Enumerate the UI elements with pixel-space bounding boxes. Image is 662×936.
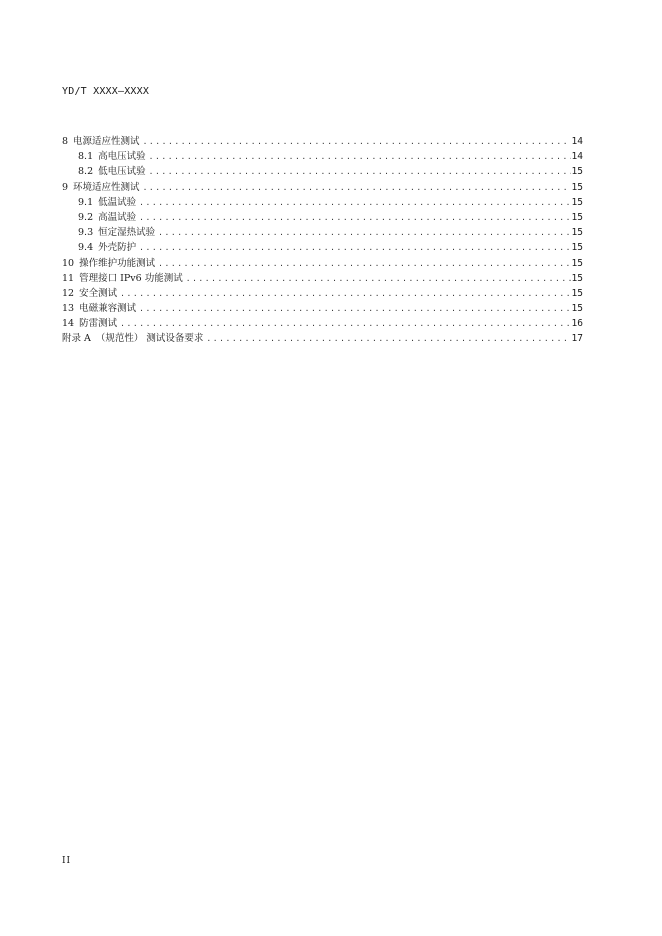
toc-entry-title: 低温试验: [98, 196, 137, 208]
toc-dot-leader: [139, 240, 570, 255]
toc-dot-leader: [206, 331, 570, 346]
toc-entry-9-3[interactable]: [62, 225, 583, 240]
toc-entry-number: 11: [62, 272, 75, 284]
toc-entry-title: 低电压试验: [98, 166, 146, 178]
toc-entry-10[interactable]: [62, 256, 583, 271]
toc-entry-number: 10: [62, 257, 75, 269]
document-code: YD/T XXXX—XXXX: [62, 86, 150, 97]
toc-entry-page: 15: [571, 257, 583, 269]
toc-dot-leader: [158, 225, 570, 240]
toc-entry-page: 14: [571, 136, 583, 147]
toc-entry-number: 13: [62, 303, 75, 315]
toc-entry-8[interactable]: [62, 134, 583, 149]
toc-entry-title: 环境适应性测试: [73, 181, 140, 193]
toc-entry-9-1[interactable]: [62, 195, 583, 210]
toc-entry-title: 恒定湿热试验: [98, 227, 156, 239]
toc-entry-number: 8.1: [78, 151, 94, 163]
toc-entry-number: 14: [62, 318, 75, 330]
toc-entry-page: 16: [571, 318, 583, 330]
toc-entry-title: 电源适应性测试: [73, 136, 140, 147]
toc-entry-title: （规范性） 测试设备要求: [95, 333, 204, 345]
toc-dot-leader: [139, 301, 570, 316]
toc-dot-leader: [149, 149, 571, 164]
table-of-contents: [62, 134, 583, 347]
toc-entry-appendix-a[interactable]: [62, 331, 583, 346]
toc-dot-leader: [158, 256, 570, 271]
toc-entry-9[interactable]: [62, 180, 583, 195]
toc-entry-number: 9.4: [78, 242, 94, 254]
page-number: II: [62, 856, 72, 866]
toc-entry-title: 操作维护功能测试: [79, 257, 156, 269]
toc-entry-number: 9.3: [78, 227, 94, 239]
toc-entry-page: 15: [571, 181, 583, 193]
toc-entry-page: 15: [571, 272, 583, 284]
toc-entry-page: 17: [571, 333, 583, 345]
toc-entry-page: 15: [571, 211, 583, 223]
toc-entry-title: 外壳防护: [98, 242, 137, 254]
toc-entry-title: 高温试验: [98, 211, 137, 223]
toc-entry-title: 管理接口 IPv6 功能测试: [79, 272, 183, 284]
toc-entry-number: 9.1: [78, 196, 94, 208]
toc-entry-8-2[interactable]: [62, 164, 583, 179]
toc-entry-number: 12: [62, 287, 75, 299]
toc-dot-leader: [139, 210, 570, 225]
toc-dot-leader: [139, 195, 570, 210]
toc-entry-number: 8.2: [78, 166, 94, 178]
toc-dot-leader: [120, 286, 570, 301]
toc-entry-12[interactable]: [62, 286, 583, 301]
toc-entry-11[interactable]: [62, 271, 583, 286]
toc-entry-page: 15: [571, 242, 583, 254]
toc-entry-page: 15: [571, 166, 583, 178]
toc-entry-page: 15: [571, 303, 583, 315]
toc-entry-page: 15: [571, 227, 583, 239]
toc-entry-title: 高电压试验: [98, 151, 146, 163]
toc-entry-number: 9: [62, 181, 69, 193]
toc-entry-title: 电磁兼容测试: [79, 303, 137, 315]
toc-entry-number: 9.2: [78, 211, 94, 223]
toc-entry-page: 15: [571, 287, 583, 299]
toc-entry-number: 8: [62, 136, 69, 147]
toc-entry-13[interactable]: [62, 301, 583, 316]
toc-entry-9-2[interactable]: [62, 210, 583, 225]
toc-dot-leader: [120, 316, 570, 331]
toc-entry-title: 安全测试: [79, 287, 118, 299]
toc-entry-9-4[interactable]: [62, 240, 583, 255]
toc-entry-page: 14: [571, 151, 583, 163]
toc-entry-8-1[interactable]: [62, 149, 583, 164]
toc-entry-page: 15: [571, 196, 583, 208]
toc-dot-leader: [149, 164, 571, 179]
toc-entry-title: 防雷测试: [79, 318, 118, 330]
toc-dot-leader: [186, 271, 571, 286]
toc-dot-leader: [143, 134, 571, 149]
toc-entry-number: 附录 A: [62, 333, 91, 345]
toc-dot-leader: [143, 180, 571, 195]
toc-entry-14[interactable]: [62, 316, 583, 331]
